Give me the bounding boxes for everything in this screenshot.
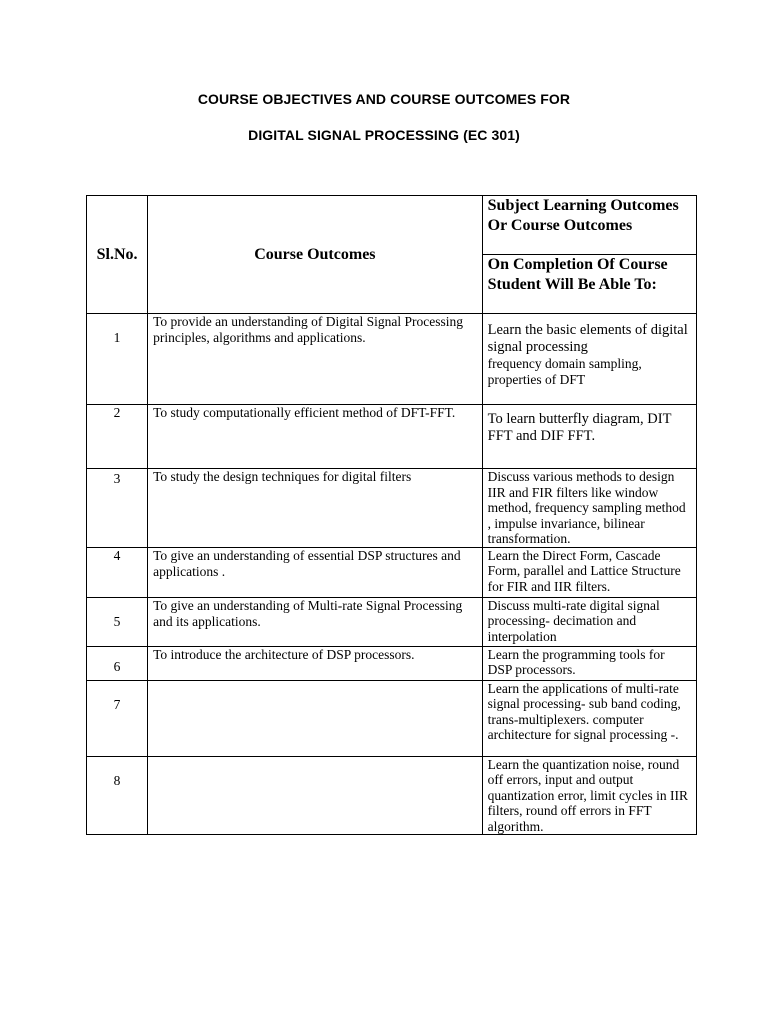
row-number: 3 <box>87 469 148 548</box>
learning-outcome: Learn the applications of multi-rate signal processing- sub band coding, trans-multiplexers. computer architecture for signal processing -. <box>482 680 696 756</box>
header-on-completion: On Completion Of Course Student Will Be Able To: <box>482 255 696 314</box>
table-row <box>87 756 697 835</box>
learning-outcome: Learn the Direct Form, Cascade Form, parallel and Lattice Structure for FIR and IIR filters. <box>482 547 696 597</box>
learning-outcome-main: Learn the basic elements of digital signal processing <box>487 322 688 355</box>
row-number: 8 <box>87 756 148 835</box>
course-objective: To study computationally efficient method of DFT-FFT. <box>148 405 483 469</box>
table-row <box>87 405 697 469</box>
learning-outcome: To learn butterfly diagram, DIT FFT and DIF FFT. <box>482 405 696 469</box>
row-number: 4 <box>87 547 148 597</box>
row-number: 6 <box>87 646 148 680</box>
table-row <box>87 314 697 405</box>
header-slno: Sl.No. <box>87 196 148 314</box>
table-row <box>87 547 697 597</box>
header-learning-outcomes: Subject Learning Outcomes Or Course Outcomes <box>482 196 696 255</box>
table-header-row <box>87 196 697 255</box>
learning-outcome-sub: frequency domain sampling, properties of DFT <box>487 356 642 387</box>
row-number: 5 <box>87 597 148 646</box>
learning-outcome: Learn the quantization noise, round off errors, input and output quantization error, limit cycles in IIR filters, round off errors in FFT algorithm. <box>482 756 696 835</box>
course-objective: To give an understanding of essential DSP structures and applications . <box>148 547 483 597</box>
course-objective: To introduce the architecture of DSP processors. <box>148 646 483 680</box>
learning-outcome: Learn the programming tools for DSP processors. <box>482 646 696 680</box>
document-title-line-2: DIGITAL SIGNAL PROCESSING (EC 301) <box>248 127 520 143</box>
row-number: 1 <box>87 314 148 405</box>
course-outcomes-table <box>86 195 697 835</box>
learning-outcome <box>482 314 696 405</box>
course-objective: To study the design techniques for digital filters <box>148 469 483 548</box>
course-objective: To provide an understanding of Digital Signal Processing principles, algorithms and applications. <box>148 314 483 405</box>
table-row <box>87 646 697 680</box>
course-objective <box>148 756 483 835</box>
table-row <box>87 469 697 548</box>
learning-outcome: Discuss various methods to design IIR and FIR filters like window method, frequency sampling method , impulse invariance, bilinear transformation. <box>482 469 696 548</box>
table-row <box>87 597 697 646</box>
course-objective: To give an understanding of Multi-rate Signal Processing and its applications. <box>148 597 483 646</box>
course-objective <box>148 680 483 756</box>
learning-outcome: Discuss multi-rate digital signal processing- decimation and interpolation <box>482 597 696 646</box>
document-title-line-1: COURSE OBJECTIVES AND COURSE OUTCOMES FOR <box>197 91 571 107</box>
table-row <box>87 680 697 756</box>
row-number: 2 <box>87 405 148 469</box>
row-number: 7 <box>87 680 148 756</box>
header-course-outcomes: Course Outcomes <box>148 196 483 314</box>
